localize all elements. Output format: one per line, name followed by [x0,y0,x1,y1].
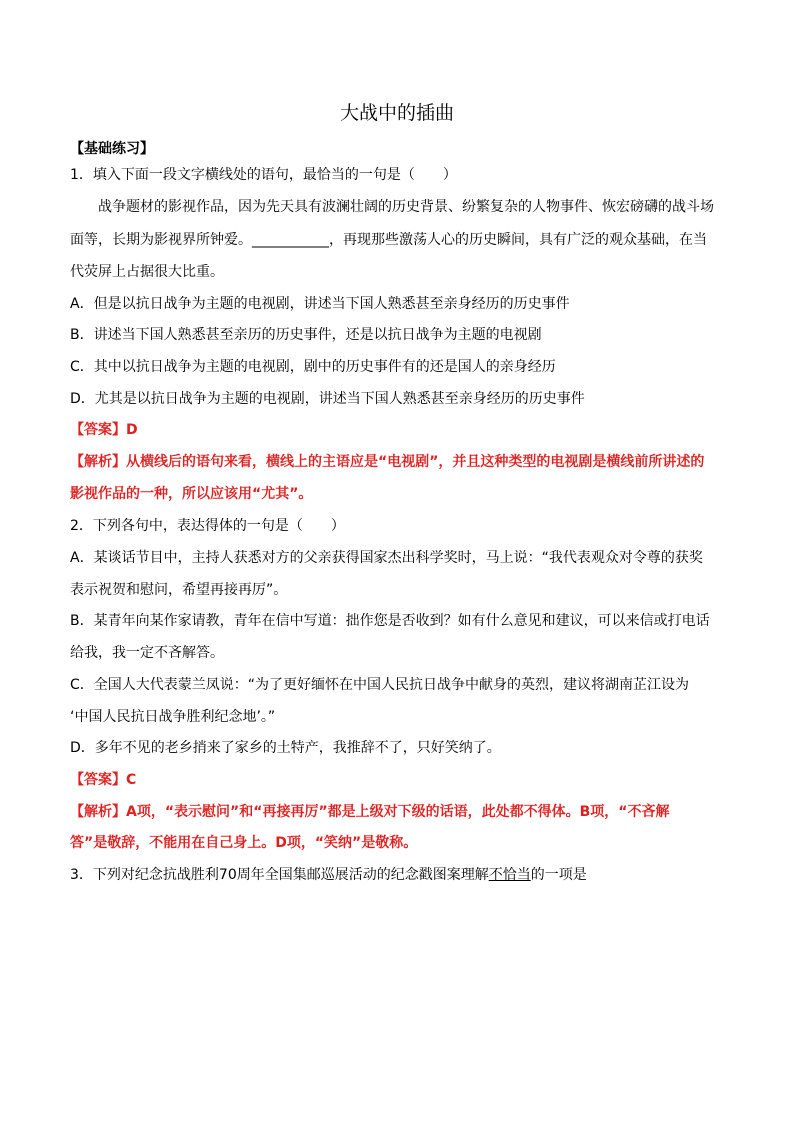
q3-stem-text: 3．下列对纪念抗战胜利70周年全国集邮巡展活动的纪念戳图案理解 [70,867,489,883]
q1-stem: 1．填入下面一段文字横线处的语句，最恰当的一句是（ ） [70,167,457,183]
q2-analysis-line: 答”是敬辞，不能用在自己身上。D项，“笑纳”是敬称。 [70,835,418,851]
q1-passage-line: 面等，长期为影视界所钟爱。___________，再现那些激荡人心的历史瞬间，具有广泛的观众基础，在当 [70,232,707,248]
q3-stem-tail: 的一项是 [530,867,587,883]
q1-analysis-line: 【解析】从横线后的语句来看，横线上的主语应是“电视剧”，并且这种类型的电视剧是横线前所讲述的 [70,454,705,470]
section-heading: 【基础练习】 [70,141,154,157]
q1-analysis-line: 影视作品的一种，所以应该用“尤其”。 [70,486,313,502]
q1-answer: 【答案】D [70,422,138,438]
q2-option-a-cont: 表示祝贺和慰问，希望再接再厉”。 [70,582,288,598]
q2-option-a: A．某谈话节目中，主持人获悉对方的父亲获得国家杰出科学奖时，马上说：“我代表观众对令尊的获奖 [70,550,703,566]
q1-passage-line: 战争题材的影视作品，因为先天具有波澜壮阔的历史背景、纷繁复杂的人物事件、恢宏磅礴的战斗场 [70,199,714,215]
q2-option-c-cont: ‘中国人民抗日战争胜利纪念地’。” [70,709,276,725]
q2-analysis-line: 【解析】A项，“表示慰问”和“再接再厉”都是上级对下级的话语，此处都不得体。B项，“不吝解 [70,804,670,820]
q1-option-b: B．讲述当下国人熟悉甚至亲历的历史事件，还是以抗日战争为主题的电视剧 [70,327,542,343]
q3-stem-underlined: 不恰当 [488,867,531,883]
q2-option-c: C．全国人大代表蒙兰凤说：“为了更好缅怀在中国人民抗日战争中献身的英烈，建议将湖南芷江设为 [70,677,690,693]
q3-stem [70,866,724,884]
q2-stem: 2．下列各句中，表达得体的一句是（ ） [70,518,345,534]
q2-answer: 【答案】C [70,772,137,788]
q2-option-d: D．多年不见的老乡捎来了家乡的土特产，我推辞不了，只好笑纳了。 [70,740,501,756]
q2-option-b-cont: 给我，我一定不吝解答。 [70,645,224,661]
q1-option-c: C．其中以抗日战争为主题的电视剧，剧中的历史事件有的还是国人的亲身经历 [70,359,556,375]
q1-passage-line: 代荧屏上占据很大比重。 [70,264,224,280]
document-title: 大战中的插曲 [339,102,454,124]
q1-option-a: A．但是以抗日战争为主题的电视剧，讲述当下国人熟悉甚至亲身经历的历史事件 [70,296,570,312]
q2-option-b: B．某青年向某作家请教，青年在信中写道：拙作您是否收到？如有什么意见和建议，可以来信或打电话 [70,613,710,629]
q1-option-d: D．尤其是以抗日战争为主题的电视剧，讲述当下国人熟悉甚至亲身经历的历史事件 [70,391,585,407]
